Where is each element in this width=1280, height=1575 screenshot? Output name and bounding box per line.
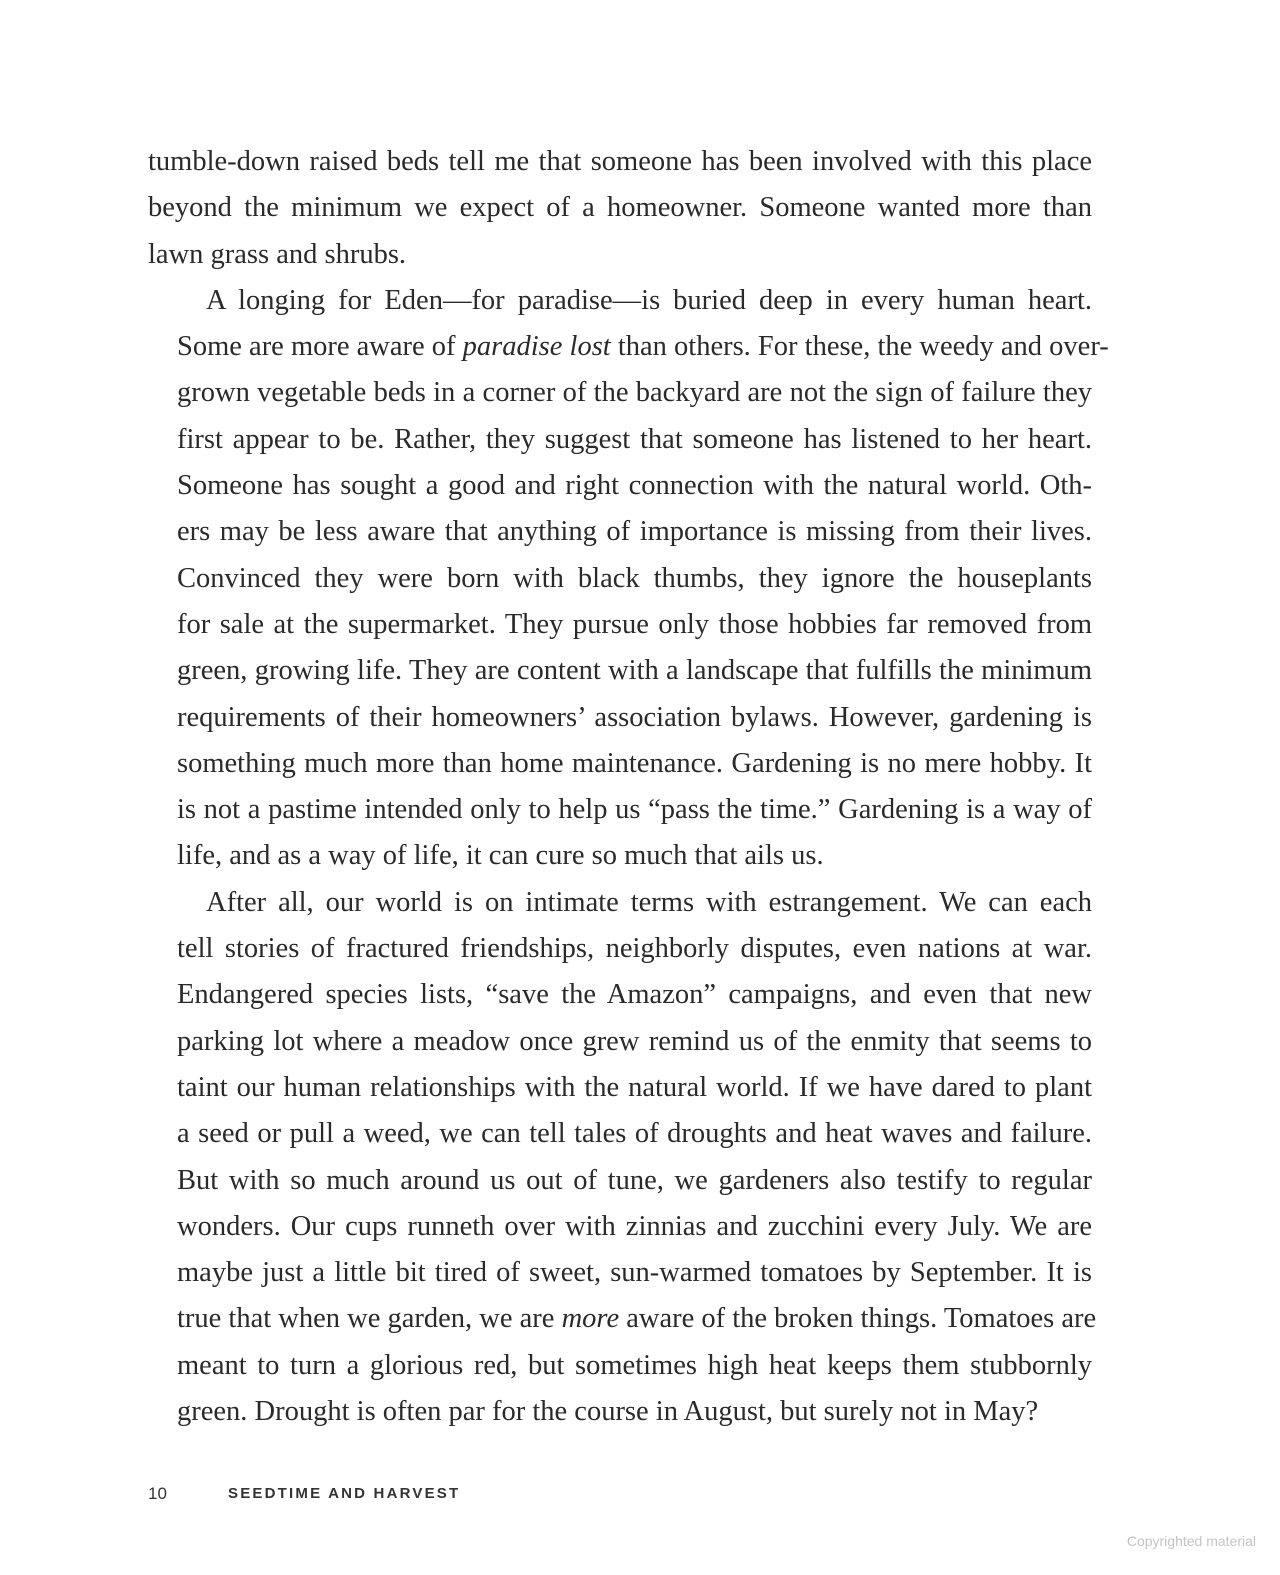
- body-text: [148, 139, 1109, 1435]
- text-line: After all, our world is on intimate terms with estrangement. We can each: [206, 886, 1092, 918]
- running-head: SEEDTIME AND HARVEST: [228, 1485, 461, 1502]
- paragraph: [148, 880, 1097, 1436]
- text-line: Convinced they were born with black thumbs, they ignore the houseplants: [177, 562, 1092, 594]
- text-line: Endangered species lists, “save the Amazon” campaigns, and even that new: [177, 979, 1092, 1011]
- text-line: for sale at the supermarket. They pursue only those hobbies far removed from: [177, 608, 1092, 640]
- text-line: beyond the minimum we expect of a homeowner. Someone wanted more than: [148, 192, 1092, 224]
- italic-text: paradise lost: [462, 331, 611, 363]
- text-line: taint our human relationships with the natural world. If we have dared to plant: [177, 1071, 1092, 1103]
- text-line: life, and as a way of life, it can cure so much that ails us.: [177, 840, 824, 872]
- text-line: green. Drought is often par for the course in August, but surely not in May?: [177, 1396, 1039, 1428]
- text-line: grown vegetable beds in a corner of the backyard are not the sign of failure they: [177, 377, 1092, 409]
- text-line: wonders. Our cups runneth over with zinnias and zucchini every July. We are: [177, 1210, 1092, 1242]
- text-line: ers may be less aware that anything of importance is missing from their lives.: [177, 516, 1092, 548]
- text-line: tumble-down raised beds tell me that someone has been involved with this place: [148, 146, 1092, 177]
- paragraph: [148, 278, 1109, 880]
- text-line: requirements of their homeowners’ association bylaws. However, gardening is: [177, 701, 1092, 733]
- text-line: is not a pastime intended only to help us “pass the time.” Gardening is a way of: [177, 794, 1092, 826]
- text-line: A longing for Eden—for paradise—is buried deep in every human heart.: [206, 284, 1092, 316]
- text-line: true that when we garden, we are more aware of the broken things. Tomatoes are: [177, 1303, 1097, 1335]
- text-line: lawn grass and shrubs.: [148, 238, 407, 270]
- text-line: maybe just a little bit tired of sweet, sun-warmed tomatoes by September. It is: [177, 1257, 1092, 1289]
- page-number: 10: [148, 1484, 167, 1503]
- text-line: Some are more aware of paradise lost than others. For these, the weedy and over-: [177, 331, 1109, 363]
- text-line: a seed or pull a weed, we can tell tales of droughts and heat waves and failure.: [177, 1118, 1092, 1150]
- italic-text: more: [561, 1303, 620, 1335]
- paragraph: [148, 139, 1092, 278]
- text-line: meant to turn a glorious red, but sometimes high heat keeps them stubbornly: [177, 1349, 1092, 1381]
- text-line: Someone has sought a good and right connection with the natural world. Oth-: [177, 470, 1092, 502]
- text-line: green, growing life. They are content with a landscape that fulfills the minimum: [177, 655, 1092, 687]
- text-line: first appear to be. Rather, they suggest that someone has listened to her heart.: [177, 423, 1092, 455]
- text-line: something much more than home maintenance. Gardening is no mere hobby. It: [177, 747, 1092, 779]
- copyright-watermark: Copyrighted material: [1126, 1533, 1256, 1549]
- text-line: tell stories of fractured friendships, neighborly disputes, even nations at war.: [177, 933, 1092, 965]
- text-line: parking lot where a meadow once grew remind us of the enmity that seems to: [177, 1025, 1092, 1057]
- text-line: But with so much around us out of tune, we gardeners also testify to regular: [177, 1164, 1092, 1196]
